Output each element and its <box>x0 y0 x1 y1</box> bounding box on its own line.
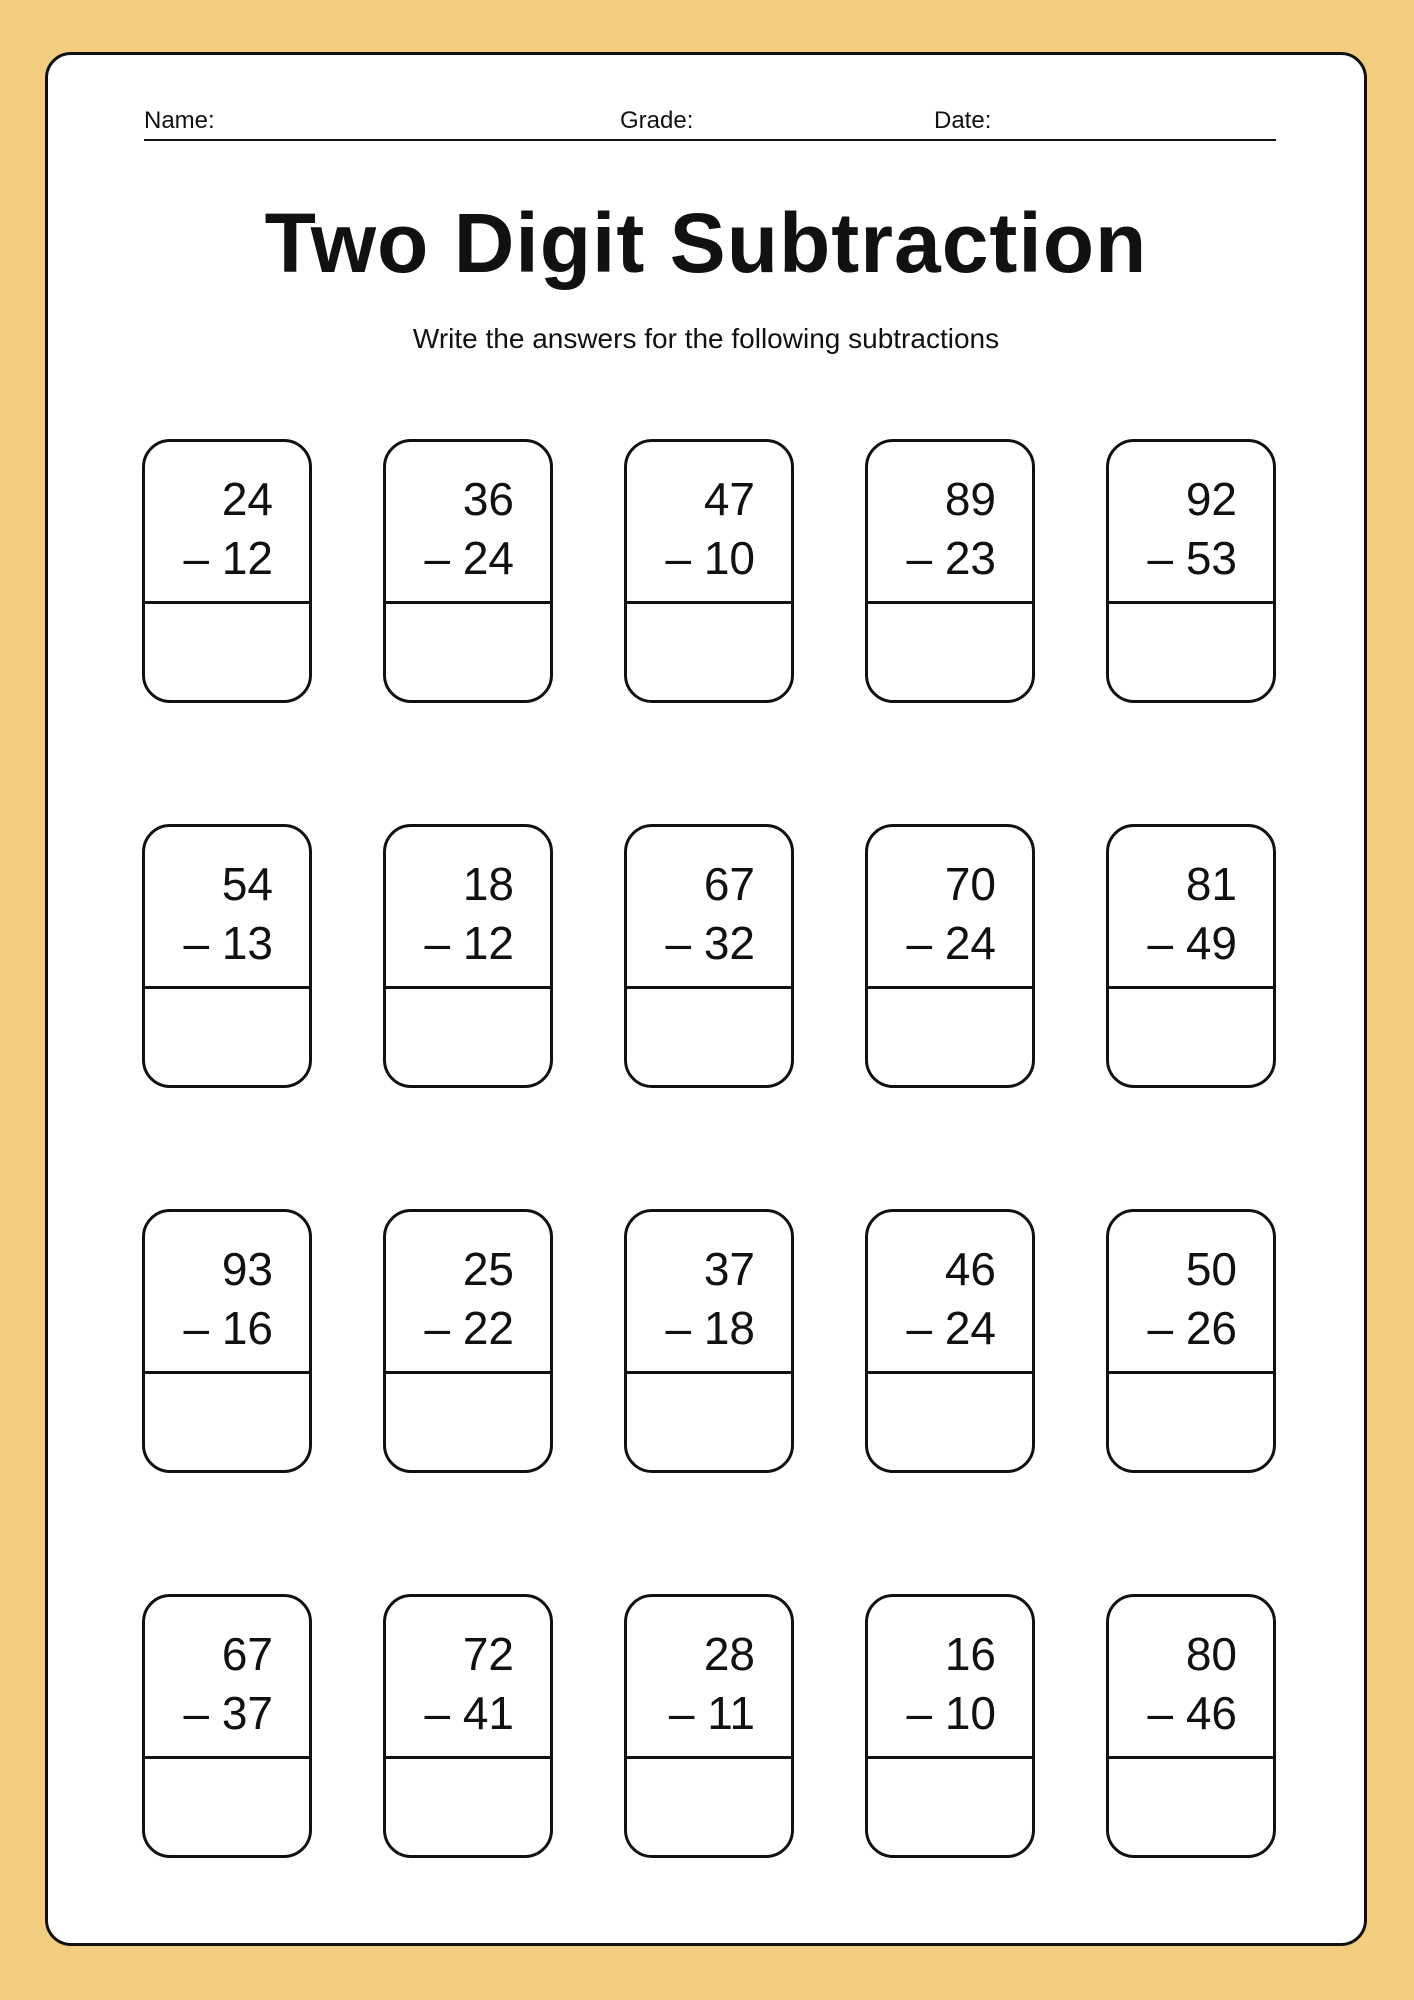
problem-card <box>383 1594 553 1858</box>
minuend: 92 <box>1185 473 1237 525</box>
problem-card <box>865 824 1035 1088</box>
minuend: 67 <box>221 1628 273 1680</box>
problem-expression <box>386 442 550 604</box>
minuend: 89 <box>944 473 996 525</box>
problem-expression <box>386 827 550 989</box>
problem-expression <box>386 1597 550 1759</box>
minuend: 24 <box>221 473 273 525</box>
problem-expression <box>1109 442 1273 604</box>
answer-box[interactable] <box>386 1759 550 1855</box>
problem-card <box>624 1594 794 1858</box>
minuend: 54 <box>221 858 273 910</box>
subtrahend: – 11 <box>668 1687 755 1739</box>
problem-expression <box>868 827 1032 989</box>
problem-expression <box>1109 827 1273 989</box>
answer-box[interactable] <box>627 1374 791 1470</box>
minuend: 18 <box>462 858 514 910</box>
problem-card <box>142 1594 312 1858</box>
header-fields <box>144 99 1276 141</box>
subtrahend: – 18 <box>665 1302 755 1354</box>
problem-expression <box>386 1212 550 1374</box>
answer-box[interactable] <box>627 1759 791 1855</box>
minuend: 80 <box>1185 1628 1237 1680</box>
problem-card <box>383 1209 553 1473</box>
minuend: 67 <box>703 858 755 910</box>
answer-box[interactable] <box>386 604 550 700</box>
minuend: 16 <box>944 1628 996 1680</box>
answer-box[interactable] <box>1109 1759 1273 1855</box>
subtrahend: – 26 <box>1147 1302 1237 1354</box>
problem-expression <box>868 442 1032 604</box>
answer-box[interactable] <box>386 1374 550 1470</box>
problem-expression <box>627 827 791 989</box>
subtrahend: – 24 <box>906 917 996 969</box>
subtrahend: – 13 <box>183 917 273 969</box>
minuend: 72 <box>462 1628 514 1680</box>
problem-expression <box>1109 1212 1273 1374</box>
minuend: 37 <box>703 1243 755 1295</box>
problem-card <box>624 824 794 1088</box>
problem-card <box>865 439 1035 703</box>
problem-card <box>142 1209 312 1473</box>
subtrahend: – 46 <box>1147 1687 1237 1739</box>
subtrahend: – 12 <box>424 917 514 969</box>
problem-card <box>383 439 553 703</box>
subtrahend: – 49 <box>1147 917 1237 969</box>
minuend: 47 <box>703 473 755 525</box>
problem-expression <box>145 1597 309 1759</box>
minuend: 70 <box>944 858 996 910</box>
problem-expression <box>627 1597 791 1759</box>
subtrahend: – 12 <box>183 532 273 584</box>
minuend: 93 <box>221 1243 273 1295</box>
answer-box[interactable] <box>868 989 1032 1085</box>
answer-box[interactable] <box>145 1374 309 1470</box>
name-label: Name: <box>144 107 215 134</box>
subtrahend: – 10 <box>906 1687 996 1739</box>
problem-card <box>1106 1594 1276 1858</box>
problem-expression <box>627 1212 791 1374</box>
answer-box[interactable] <box>1109 604 1273 700</box>
problem-expression <box>868 1212 1032 1374</box>
page-title: Two Digit Subtraction <box>264 196 1148 290</box>
subtrahend: – 10 <box>665 532 755 584</box>
problem-grid <box>142 439 1278 1858</box>
minuend: 50 <box>1185 1243 1237 1295</box>
problem-card <box>142 439 312 703</box>
problem-expression <box>145 827 309 989</box>
subtrahend: – 53 <box>1147 532 1237 584</box>
problem-expression <box>145 1212 309 1374</box>
problem-card <box>865 1209 1035 1473</box>
minuend: 36 <box>462 473 514 525</box>
answer-box[interactable] <box>145 989 309 1085</box>
answer-box[interactable] <box>868 1759 1032 1855</box>
problem-expression <box>1109 1597 1273 1759</box>
minuend: 46 <box>944 1243 996 1295</box>
grade-label: Grade: <box>620 107 694 134</box>
problem-card <box>142 824 312 1088</box>
answer-box[interactable] <box>145 1759 309 1855</box>
subtrahend: – 32 <box>665 917 755 969</box>
minuend: 28 <box>703 1628 755 1680</box>
problem-card <box>624 439 794 703</box>
answer-box[interactable] <box>868 604 1032 700</box>
answer-box[interactable] <box>145 604 309 700</box>
subtrahend: – 24 <box>424 532 514 584</box>
subtrahend: – 16 <box>183 1302 273 1354</box>
answer-box[interactable] <box>868 1374 1032 1470</box>
answer-box[interactable] <box>627 604 791 700</box>
worksheet-page <box>45 52 1367 1946</box>
subtrahend: – 41 <box>424 1687 514 1739</box>
problem-card <box>1106 439 1276 703</box>
problem-expression <box>868 1597 1032 1759</box>
problem-card <box>865 1594 1035 1858</box>
problem-card <box>1106 824 1276 1088</box>
subtrahend: – 37 <box>183 1687 273 1739</box>
page-subtitle: Write the answers for the following subtractions <box>412 323 1000 354</box>
answer-box[interactable] <box>627 989 791 1085</box>
answer-box[interactable] <box>386 989 550 1085</box>
problem-card <box>383 824 553 1088</box>
answer-box[interactable] <box>1109 989 1273 1085</box>
minuend: 25 <box>462 1243 514 1295</box>
subtrahend: – 24 <box>906 1302 996 1354</box>
date-label: Date: <box>934 107 992 134</box>
answer-box[interactable] <box>1109 1374 1273 1470</box>
problem-expression <box>627 442 791 604</box>
problem-card <box>1106 1209 1276 1473</box>
minuend: 81 <box>1185 858 1237 910</box>
subtrahend: – 23 <box>906 532 996 584</box>
problem-expression <box>145 442 309 604</box>
problem-card <box>624 1209 794 1473</box>
subtrahend: – 22 <box>424 1302 514 1354</box>
